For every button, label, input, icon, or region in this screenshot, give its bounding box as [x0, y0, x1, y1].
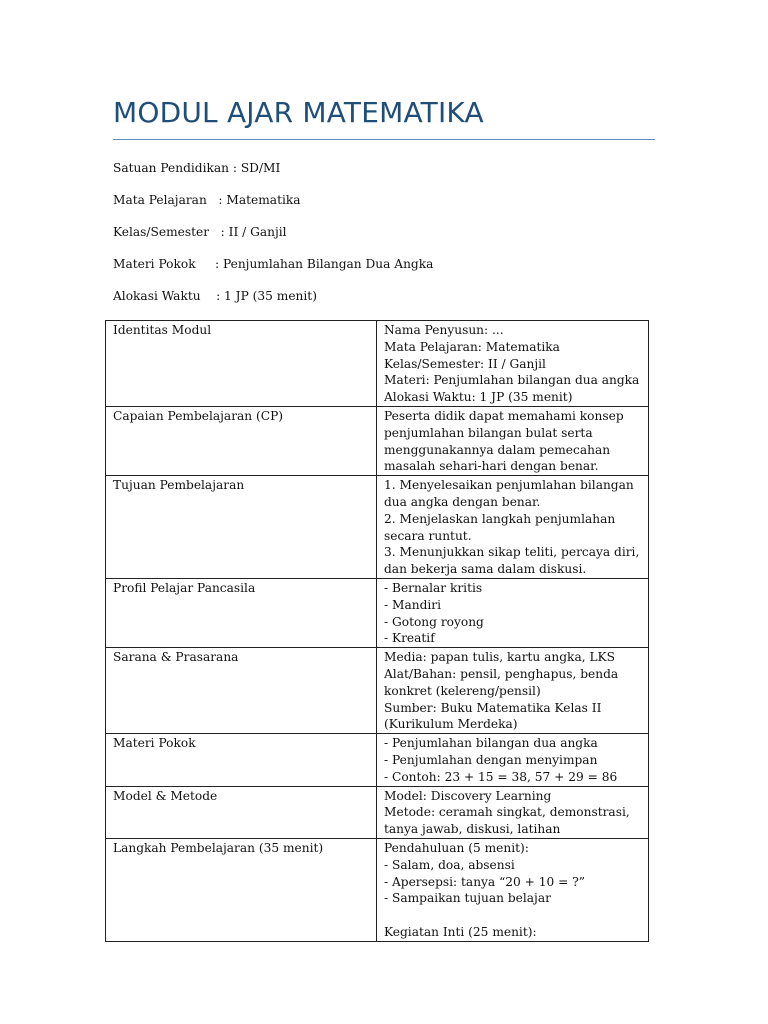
content-line: secara runtut.: [384, 528, 472, 543]
content-line: Peserta didik dapat memahami konsep: [384, 408, 624, 423]
content-line: Kelas/Semester: II / Ganjil: [384, 356, 546, 371]
content-line: dan bekerja sama dalam diskusi.: [384, 562, 587, 577]
content-line: - Bernalar kritis: [384, 580, 483, 595]
table-row: [106, 321, 649, 407]
content-line: Model: Discovery Learning: [384, 788, 552, 803]
content-line: - Sampaikan tujuan belajar: [384, 891, 551, 906]
content-line: - Contoh: 23 + 15 = 38, 57 + 29 = 86: [384, 769, 618, 784]
content-line: Materi: Penjumlahan bilangan dua angka: [384, 373, 640, 388]
content-line: - Penjumlahan dengan menyimpan: [384, 752, 598, 767]
content-line: Metode: ceramah singkat, demonstrasi,: [384, 805, 630, 820]
content-line: Kegiatan Inti (25 menit):: [384, 924, 537, 939]
meta-satuan-pendidikan: Satuan Pendidikan : SD/MI: [113, 161, 281, 175]
content-line: Media: papan tulis, kartu angka, LKS: [384, 650, 616, 665]
content-line: - Mandiri: [384, 597, 442, 612]
row-label: Model & Metode: [106, 786, 377, 838]
meta-kelas-semester: Kelas/Semester : II / Ganjil: [113, 225, 287, 239]
table-row: [106, 838, 649, 941]
content-line: Mata Pelajaran: Matematika: [384, 339, 560, 354]
content-line: penjumlahan bilangan bulat serta: [384, 425, 593, 440]
table-row: [106, 786, 649, 838]
content-line: dua angka dengan benar.: [384, 494, 541, 509]
meta-alokasi-waktu: Alokasi Waktu : 1 JP (35 menit): [113, 289, 317, 303]
content-line: - Salam, doa, absensi: [384, 857, 515, 872]
content-line: Nama Penyusun: ...: [384, 323, 504, 337]
row-content: [377, 734, 649, 786]
row-label: Profil Pelajar Pancasila: [106, 578, 377, 647]
content-line: tanya jawab, diskusi, latihan: [384, 822, 561, 837]
content-line: Pendahuluan (5 menit):: [384, 840, 529, 855]
content-line: 3. Menunjukkan sikap teliti, percaya diri,: [384, 545, 640, 560]
content-line: konkret (kelereng/pensil): [384, 683, 541, 698]
row-content: [377, 838, 649, 941]
content-line: [384, 907, 641, 924]
row-content: [377, 648, 649, 734]
table-row: [106, 406, 649, 475]
content-line: - Penjumlahan bilangan dua angka: [384, 736, 598, 751]
table-row: [106, 578, 649, 647]
row-content: [377, 476, 649, 579]
page-title: MODUL AJAR MATEMATIKA: [113, 96, 484, 129]
row-content: [377, 786, 649, 838]
row-content: [377, 321, 649, 407]
content-line: masalah sehari-hari dengan benar.: [384, 459, 599, 474]
row-label: Langkah Pembelajaran (35 menit): [106, 838, 377, 941]
table-row: [106, 476, 649, 579]
content-line: 1. Menyelesaikan penjumlahan bilangan: [384, 478, 634, 493]
meta-mata-pelajaran: Mata Pelajaran : Matematika: [113, 193, 301, 207]
row-label: Materi Pokok: [106, 734, 377, 786]
content-line: 2. Menjelaskan langkah penjumlahan: [384, 511, 616, 526]
meta-materi-pokok: Materi Pokok : Penjumlahan Bilangan Dua Angka: [113, 257, 434, 271]
row-label: Capaian Pembelajaran (CP): [106, 406, 377, 475]
row-label: Identitas Modul: [106, 321, 377, 407]
table-row: [106, 734, 649, 786]
title-underline: [113, 139, 655, 140]
row-label: Tujuan Pembelajaran: [106, 476, 377, 579]
module-table: [105, 320, 649, 942]
content-line: - Kreatif: [384, 631, 435, 646]
content-line: - Apersepsi: tanya “20 + 10 = ?”: [384, 874, 586, 889]
content-line: menggunakannya dalam pemecahan: [384, 442, 611, 457]
content-line: (Kurikulum Merdeka): [384, 717, 518, 732]
content-line: Alat/Bahan: pensil, penghapus, benda: [384, 666, 619, 681]
row-content: [377, 406, 649, 475]
row-label: Sarana & Prasarana: [106, 648, 377, 734]
table-row: [106, 648, 649, 734]
content-line: Sumber: Buku Matematika Kelas II: [384, 700, 602, 715]
row-content: [377, 578, 649, 647]
content-line: Alokasi Waktu: 1 JP (35 menit): [384, 390, 573, 405]
content-line: - Gotong royong: [384, 614, 484, 629]
